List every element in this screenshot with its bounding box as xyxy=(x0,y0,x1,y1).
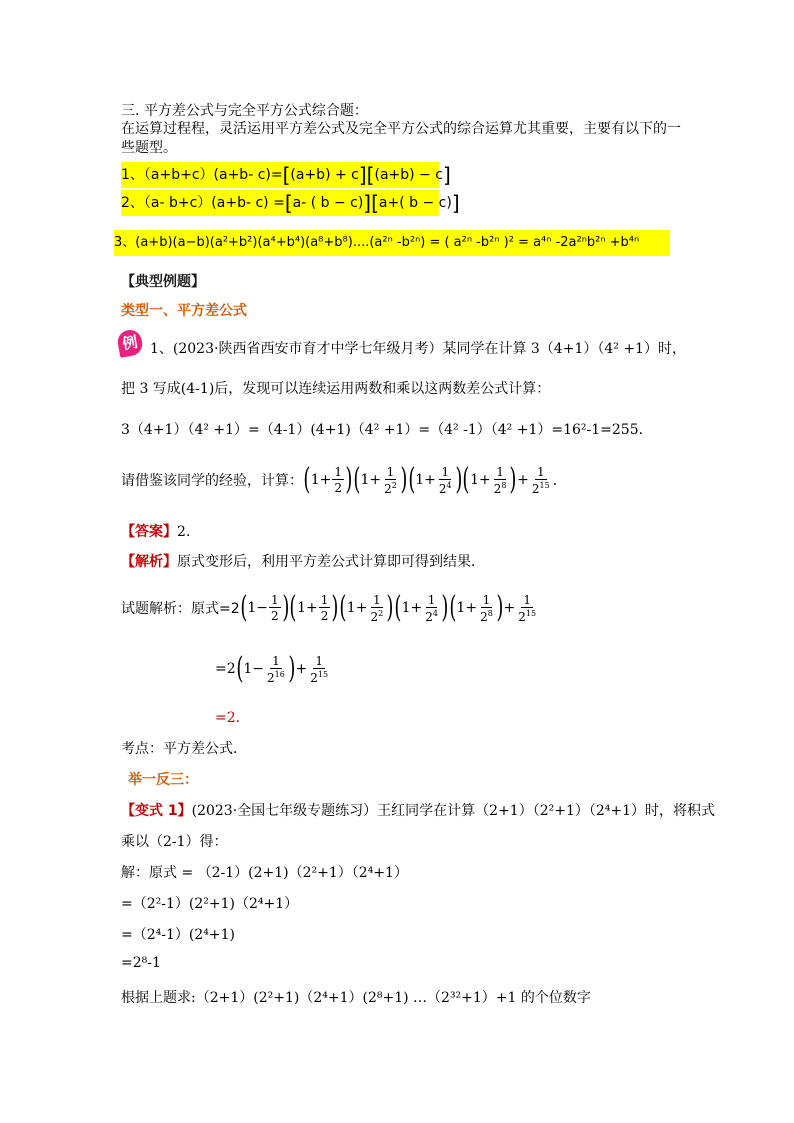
example-line-2: 把 3 写成(4-1)后，发现可以连续运用两数和乘以这两数差公式计算： xyxy=(121,381,551,397)
right-bracket-icon: ] xyxy=(442,163,451,187)
solution-line-2-prefix: =2 xyxy=(215,661,236,677)
formula-1-part1: (a+b) + c xyxy=(290,167,359,183)
intro-line-1: 在运算过程程，灵活运用平方差公式及完全平方公式的综合运算尤其重要，主要有以下的一 xyxy=(121,121,681,137)
left-bracket-icon: [ xyxy=(371,191,379,215)
left-bracket-icon: [ xyxy=(282,163,291,187)
formula-3-prefix: 3、 xyxy=(114,235,136,250)
jyfs-heading: 举一反三： xyxy=(128,772,198,788)
right-bracket-icon: ] xyxy=(358,163,367,187)
variant-solution-2: =（2²-1）(2²+1)（2⁴+1） xyxy=(121,896,299,912)
solution-line-1: 试题解析：原式=2 ( 1− $\frac{1}{2}$ ) ( 1+ $\frac{1}{2}$ ) ( 1+ $\frac{1}{2^2}$ ) ( 1+ $\frac{1}{2^4}$ ) ( 1+ $\frac{1}{2^8}$ ) + $\frac{1}{2^{15}}$ xyxy=(121,590,537,625)
answer-value: 2. xyxy=(177,524,191,540)
left-bracket-icon: [ xyxy=(366,163,375,187)
answer-label: 【答案】 xyxy=(121,524,177,540)
variant-line-2: 乘以（2-1）得： xyxy=(121,834,228,850)
typical-heading: 【典型例题】 xyxy=(121,274,205,290)
intro-line-2: 些题型。 xyxy=(121,140,177,156)
formula-1-part2: (a+b) − c xyxy=(374,167,443,183)
right-bracket-icon: ] xyxy=(363,191,372,215)
example-line-4: 请借鉴该同学的经验，计算： ( 1+ $\frac{1}{2}$ ) ( 1+ $\frac{1}{2^2}$ ) ( 1+ $\frac{1}{2^4}$ ) ( 1+ $\frac{1}{2^8}$ ) + $\frac{1}{2^{15}}$ ． xyxy=(121,462,567,497)
variant-question: 根据上题求:（2+1）(2²+1)（2⁴+1）(2⁸+1) …（2³²+1）+1 的个位数字 xyxy=(121,990,591,1006)
formula-1 xyxy=(121,162,451,188)
formula-3-text: (a+b)(a−b)(a²+b²)(a⁴+b⁴)(a⁸+b⁸)....(a²ⁿ -b²ⁿ) = ( a²ⁿ -b²ⁿ )² = a⁴ⁿ -2a²ⁿb²ⁿ +b⁴ⁿ xyxy=(135,235,640,250)
formula-2-prefix: 2、（a- b+c）(a+b- c) = xyxy=(121,195,285,211)
example-line-4-end: ． xyxy=(552,473,567,489)
variant-label: 【变式 1】 xyxy=(121,803,192,819)
analysis-label: 【解析】 xyxy=(121,554,177,570)
example-line-1: 1、(2023·陕西省西安市育才中学七年级月考）某同学在计算 3（4+1）（4² +1）时， xyxy=(150,341,686,357)
example-line-4-prefix: 请借鉴该同学的经验，计算： xyxy=(121,473,303,489)
solution-line-3: =2． xyxy=(215,710,250,726)
formula-2-part1: a- ( b − c) xyxy=(292,195,364,211)
variant-solution-1: 解：原式 = （2-1）(2+1)（2²+1）（2⁴+1） xyxy=(121,865,408,881)
analysis-text: 原式变形后，利用平方差公式计算即可得到结果． xyxy=(177,554,485,570)
variant-solution-3: =（2⁴-1）(2⁴+1) xyxy=(121,927,235,943)
example-line-3: 3（4+1）（4² +1）=（4-1）(4+1)（4² +1）=（4² -1）（4² +1）=16²-1=255． xyxy=(121,422,653,438)
variant-line-1 xyxy=(121,800,715,820)
formula-2-part2: a+( b − c) xyxy=(378,195,452,211)
analysis-row xyxy=(121,551,485,571)
answer-row xyxy=(121,521,190,541)
variant-solution-4: =2⁸-1 xyxy=(121,955,161,971)
variant-text: (2023·全国七年级专题练习）王红同学在计算（2+1）（2²+1）（2⁴+1）时，将积式 xyxy=(191,803,716,819)
type1-heading: 类型一、平方差公式 xyxy=(121,303,247,319)
solution-line-2: =2 ( 1− $\frac{1}{2^{16}}$ ) + $\frac{1}{2^{15}}$ xyxy=(215,651,329,686)
left-bracket-icon: [ xyxy=(284,191,293,215)
formula-3 xyxy=(114,230,670,256)
section-title: 三. 平方差公式与完全平方公式综合题： xyxy=(121,103,368,119)
kaodian: 考点：平方差公式． xyxy=(121,741,247,757)
example-badge: 例 xyxy=(116,328,144,358)
formula-1-prefix: 1、（a+b+c）(a+b- c)= xyxy=(121,167,283,183)
formula-2 xyxy=(121,190,460,216)
right-bracket-icon: ] xyxy=(451,191,460,215)
solution-prefix: 试题解析：原式=2 xyxy=(121,601,240,617)
